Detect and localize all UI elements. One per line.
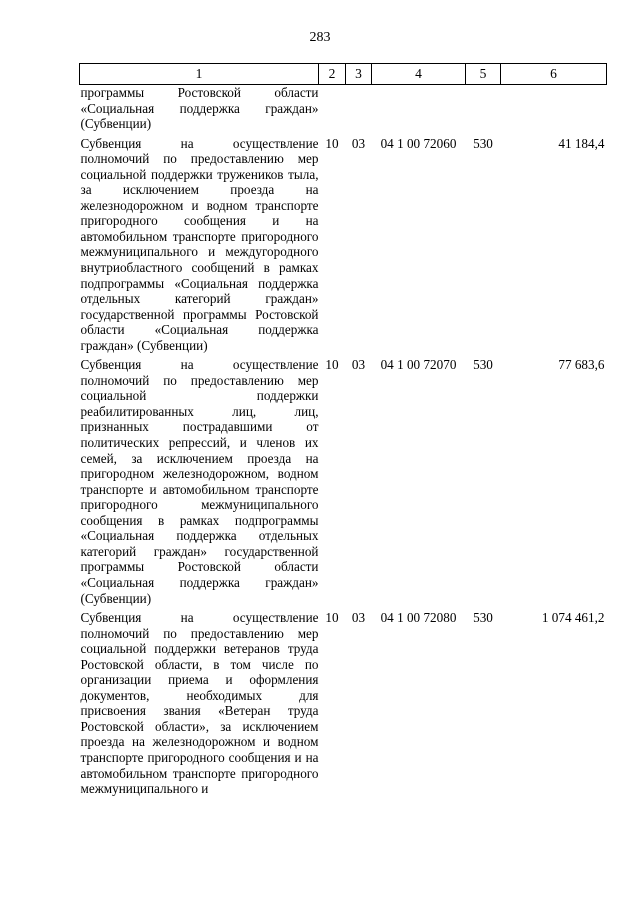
section-cell [319,85,346,136]
table-row [80,136,607,358]
row-name-cell: программы Ростовской области «Социальная поддержка граждан» (Субвенции) [80,85,319,132]
row-name-cell: Субвенция на осуществление полномочий по предоставлению мер социальной поддержки тружеников тыла, за исключением проезда на железнодорожном и водном транспорте пригородного сообщения и на автомобильном транспорте пригородного межмуниципального и междугородного внутриобластного сообщений в рамках подпрограммы «Социальная поддержка отдельных категорий граждан» государственной программы Ростовской области «Социальная поддержка граждан» (Субвенции) [80,135,319,353]
target-article-cell [372,85,466,136]
section-cell: 10 [325,135,339,151]
column-header-5: 5 [466,64,501,85]
target-article-cell: 04 1 00 72070 [380,357,457,373]
subsection-cell: 03 [351,357,366,373]
expense-type-cell: 530 [473,135,493,151]
page-number: 283 [309,30,331,45]
section-cell: 10 [325,610,339,626]
subsection-cell: 03 [351,610,366,626]
column-header-2: 2 [319,64,346,85]
expense-type-cell [466,85,501,136]
column-header-6: 6 [501,64,607,85]
column-header-1: 1 [80,64,319,85]
column-header-4: 4 [372,64,466,85]
table-header-row [80,64,607,85]
expense-type-cell: 530 [473,357,493,373]
amount-cell: 77 683,6 [558,357,605,373]
target-article-cell: 04 1 00 72060 [380,135,457,151]
row-name-cell: Субвенция на осуществление полномочий по предоставлению мер социальной поддержки ветеранов труда Ростовской области, в том числе по организации приема и оформления документов, необходимых для присвоения звания «Ветеран труда Ростовской области», за исключением проезда на железнодорожном и водном транспорте пригородного сообщения и на автомобильном транспорте пригородного межмуниципального и [80,610,319,797]
amount-cell: 41 184,4 [558,135,605,151]
table-row [80,610,607,801]
amount-cell [501,85,607,136]
budget-table [79,63,607,801]
table-row [80,85,607,136]
row-name-cell: Субвенция на осуществление полномочий по предоставлению мер социальной поддержки реабилитированных лиц, лиц, признанных пострадавшими от политических репрессий, и членов их семей, за исключением проезда на пригородном железнодорожном, водном транспорте и автомобильном транспорте пригородного межмуниципального сообщения в рамках подпрограммы «Социальная поддержка отдельных категорий граждан» государственной программы Ростовской области «Социальная поддержка граждан» (Субвенции) [80,357,319,606]
amount-cell: 1 074 461,2 [541,610,605,626]
table-row [80,357,607,610]
target-article-cell: 04 1 00 72080 [380,610,457,626]
subsection-cell [346,85,372,136]
expense-type-cell: 530 [473,610,493,626]
section-cell: 10 [325,357,339,373]
column-header-3: 3 [346,64,372,85]
subsection-cell: 03 [351,135,366,151]
